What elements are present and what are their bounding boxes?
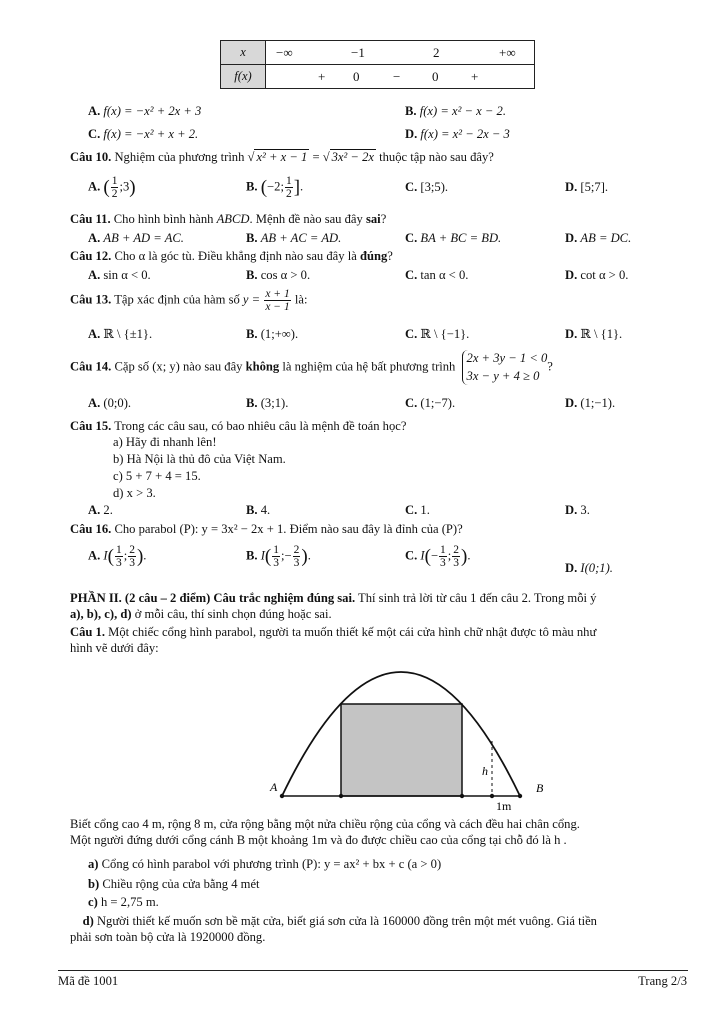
x-value: +∞	[499, 45, 516, 60]
door-foot-left	[339, 794, 343, 798]
q12-option-d[interactable]: D. cot α > 0.	[565, 268, 629, 282]
q16-option-c[interactable]: C. I(− $\frac{1}{3}$ ; $\frac{2}{3}$ ).	[405, 544, 471, 570]
q15-item: d) x > 3.	[113, 486, 156, 500]
part2-heading: PHẦN II. (2 câu – 2 điểm) Câu trắc nghiệm đúng sai. Thí sinh trả lời từ câu 1 đến câu 2. Trong mỗi ý a), b), c), d) ở mỗi câu, thí sinh chọn đúng hoặc sai.	[70, 591, 597, 621]
q15-option-d[interactable]: D. 3.	[565, 503, 590, 517]
q11-option-d[interactable]: D. AB = DC.	[565, 231, 632, 245]
q13-option-d[interactable]: D. ℝ \ {1}.	[565, 327, 623, 341]
question-14: Câu 14. Cặp số (x; y) nào sau đây không là nghiệm của hệ bất phương trình 2x + 3y − 1 < 0 3x − y + 4 ≥ 0?	[70, 350, 553, 385]
x-value: 2	[433, 45, 440, 60]
sign-value: +	[471, 69, 479, 84]
q15-option-a[interactable]: A. 2.	[88, 503, 113, 517]
sign-table-fx-row	[221, 65, 534, 88]
q13-option-a[interactable]: A. ℝ \ {±1}.	[88, 327, 153, 341]
sign-value: 0	[432, 69, 439, 84]
q10-option-d[interactable]: D. [5;7].	[565, 180, 609, 194]
q16-option-b[interactable]: B. I( $\frac{1}{3}$ ;− $\frac{2}{3}$ ).	[246, 544, 311, 570]
q10-option-c[interactable]: C. [3;5).	[405, 180, 449, 194]
x-value: −∞	[276, 45, 293, 60]
q11-option-c[interactable]: C. BA + BC = BD.	[405, 231, 502, 245]
inequality-system: 2x + 3y − 1 < 0 3x − y + 4 ≥ 0	[462, 350, 548, 385]
q15-item: c) 5 + 7 + 4 = 15.	[113, 469, 201, 483]
gate-description: Biết cổng cao 4 m, rộng 8 m, cửa rộng bằng một nửa chiều rộng của cổng và cách đều hai chân cổng. Một người đứng dưới cổng cánh B một khoảng 1m và đo được chiều cao của cổng tại chỗ đó là h .	[70, 817, 580, 847]
sign-value: 0	[353, 69, 360, 84]
q9-option-b[interactable]: B. f(x) = x² − x − 2.	[405, 104, 506, 118]
question-13: Câu 13. Tập xác định của hàm số y = $\frac{x + 1}{x - 1}$ là:	[70, 288, 308, 314]
q10-option-a[interactable]: A. ( $\frac{1}{2}$ ;3)	[88, 175, 136, 201]
q15-option-c[interactable]: C. 1.	[405, 503, 430, 517]
label-h: h	[482, 764, 488, 778]
q13-option-b[interactable]: B. (1;+∞).	[246, 327, 299, 341]
statement-b[interactable]: b) Chiều rộng của cửa bằng 4 mét	[88, 877, 260, 891]
point-b	[518, 794, 522, 798]
q15-item: b) Hà Nội là thủ đô của Việt Nam.	[113, 452, 286, 466]
q13-option-c[interactable]: C. ℝ \ {−1}.	[405, 327, 470, 341]
label-a: A	[270, 780, 278, 794]
sign-table-x-row	[221, 41, 534, 65]
question-10: Câu 10. Nghiệm của phương trình √ x² + x − 1 = √ 3x² − 2x thuộc tập nào sau đây?	[70, 150, 494, 164]
q14-option-d[interactable]: D. (1;−1).	[565, 396, 616, 410]
statement-c[interactable]: c) h = 2,75 m.	[88, 895, 159, 909]
sign-table	[220, 40, 535, 89]
q10-option-b[interactable]: B. (−2; $\frac{1}{2}$ ].	[246, 175, 304, 201]
q14-option-a[interactable]: A. (0;0).	[88, 396, 132, 410]
question-12: Câu 12. Cho α là góc tù. Điều khẳng định nào sau đây là đúng?	[70, 249, 393, 263]
footer-page-number: Trang 2/3	[638, 974, 687, 988]
point-a	[280, 794, 284, 798]
q9-option-c[interactable]: C. f(x) = −x² + x + 2.	[88, 127, 199, 141]
statement-d[interactable]: d) Người thiết kế muốn sơn bề mặt cửa, biết giá sơn cửa là 160000 đồng trên một mét vuông. Giá tiền phải sơn toàn bộ cửa là 1920000 đồng.	[70, 914, 597, 944]
sign-value: −	[393, 69, 401, 84]
door-foot-right	[460, 794, 464, 798]
q14-option-c[interactable]: C. (1;−7).	[405, 396, 456, 410]
measure-point	[490, 794, 494, 798]
q16-option-a[interactable]: A. I( $\frac{1}{3}$ ; $\frac{2}{3}$ ).	[88, 544, 147, 570]
sign-table-fx-label: f(x)	[221, 65, 266, 88]
sign-value: +	[318, 69, 326, 84]
question-11: Câu 11. Cho hình bình hành ABCD. Mệnh đề nào sau đây sai?	[70, 212, 387, 226]
question-16: Câu 16. Cho parabol (P): y = 3x² − 2x + 1. Điểm nào sau đây là đỉnh của (P)?	[70, 522, 463, 536]
statement-a[interactable]: a) Cổng có hình parabol với phương trình (P): y = ax² + bx + c (a > 0)	[88, 857, 442, 871]
question-15: Câu 15. Trong các câu sau, có bao nhiêu câu là mệnh đề toán học?	[70, 419, 407, 433]
q16-option-d[interactable]: D. I(0;1).	[565, 561, 613, 575]
q9-option-a[interactable]: A. f(x) = −x² + 2x + 3	[88, 104, 202, 118]
footer-divider	[58, 970, 688, 971]
q12-option-c[interactable]: C. tan α < 0.	[405, 268, 469, 282]
label-1m: 1m	[496, 799, 512, 813]
door-rectangle	[341, 704, 462, 796]
sign-table-x-label: x	[221, 41, 266, 64]
part2-question-1: Câu 1. Một chiếc cổng hình parabol, người ta muốn thiết kế một cái cửa hình chữ nhật được tô màu như hình vẽ dưới đây:	[70, 625, 597, 655]
footer-exam-code: Mã đề 1001	[58, 974, 119, 988]
label-b: B	[536, 781, 544, 795]
q14-option-b[interactable]: B. (3;1).	[246, 396, 289, 410]
q9-option-d[interactable]: D. f(x) = x² − 2x − 3	[405, 127, 510, 141]
x-value: −1	[351, 45, 365, 60]
q15-item: a) Hãy đi nhanh lên!	[113, 435, 217, 449]
parabola-gate-figure	[260, 668, 560, 813]
q12-option-b[interactable]: B. cos α > 0.	[246, 268, 311, 282]
q15-option-b[interactable]: B. 4.	[246, 503, 271, 517]
q11-option-b[interactable]: B. AB + AC = AD.	[246, 231, 342, 245]
q12-option-a[interactable]: A. sin α < 0.	[88, 268, 151, 282]
q11-option-a[interactable]: A. AB + AD = AC.	[88, 231, 184, 245]
